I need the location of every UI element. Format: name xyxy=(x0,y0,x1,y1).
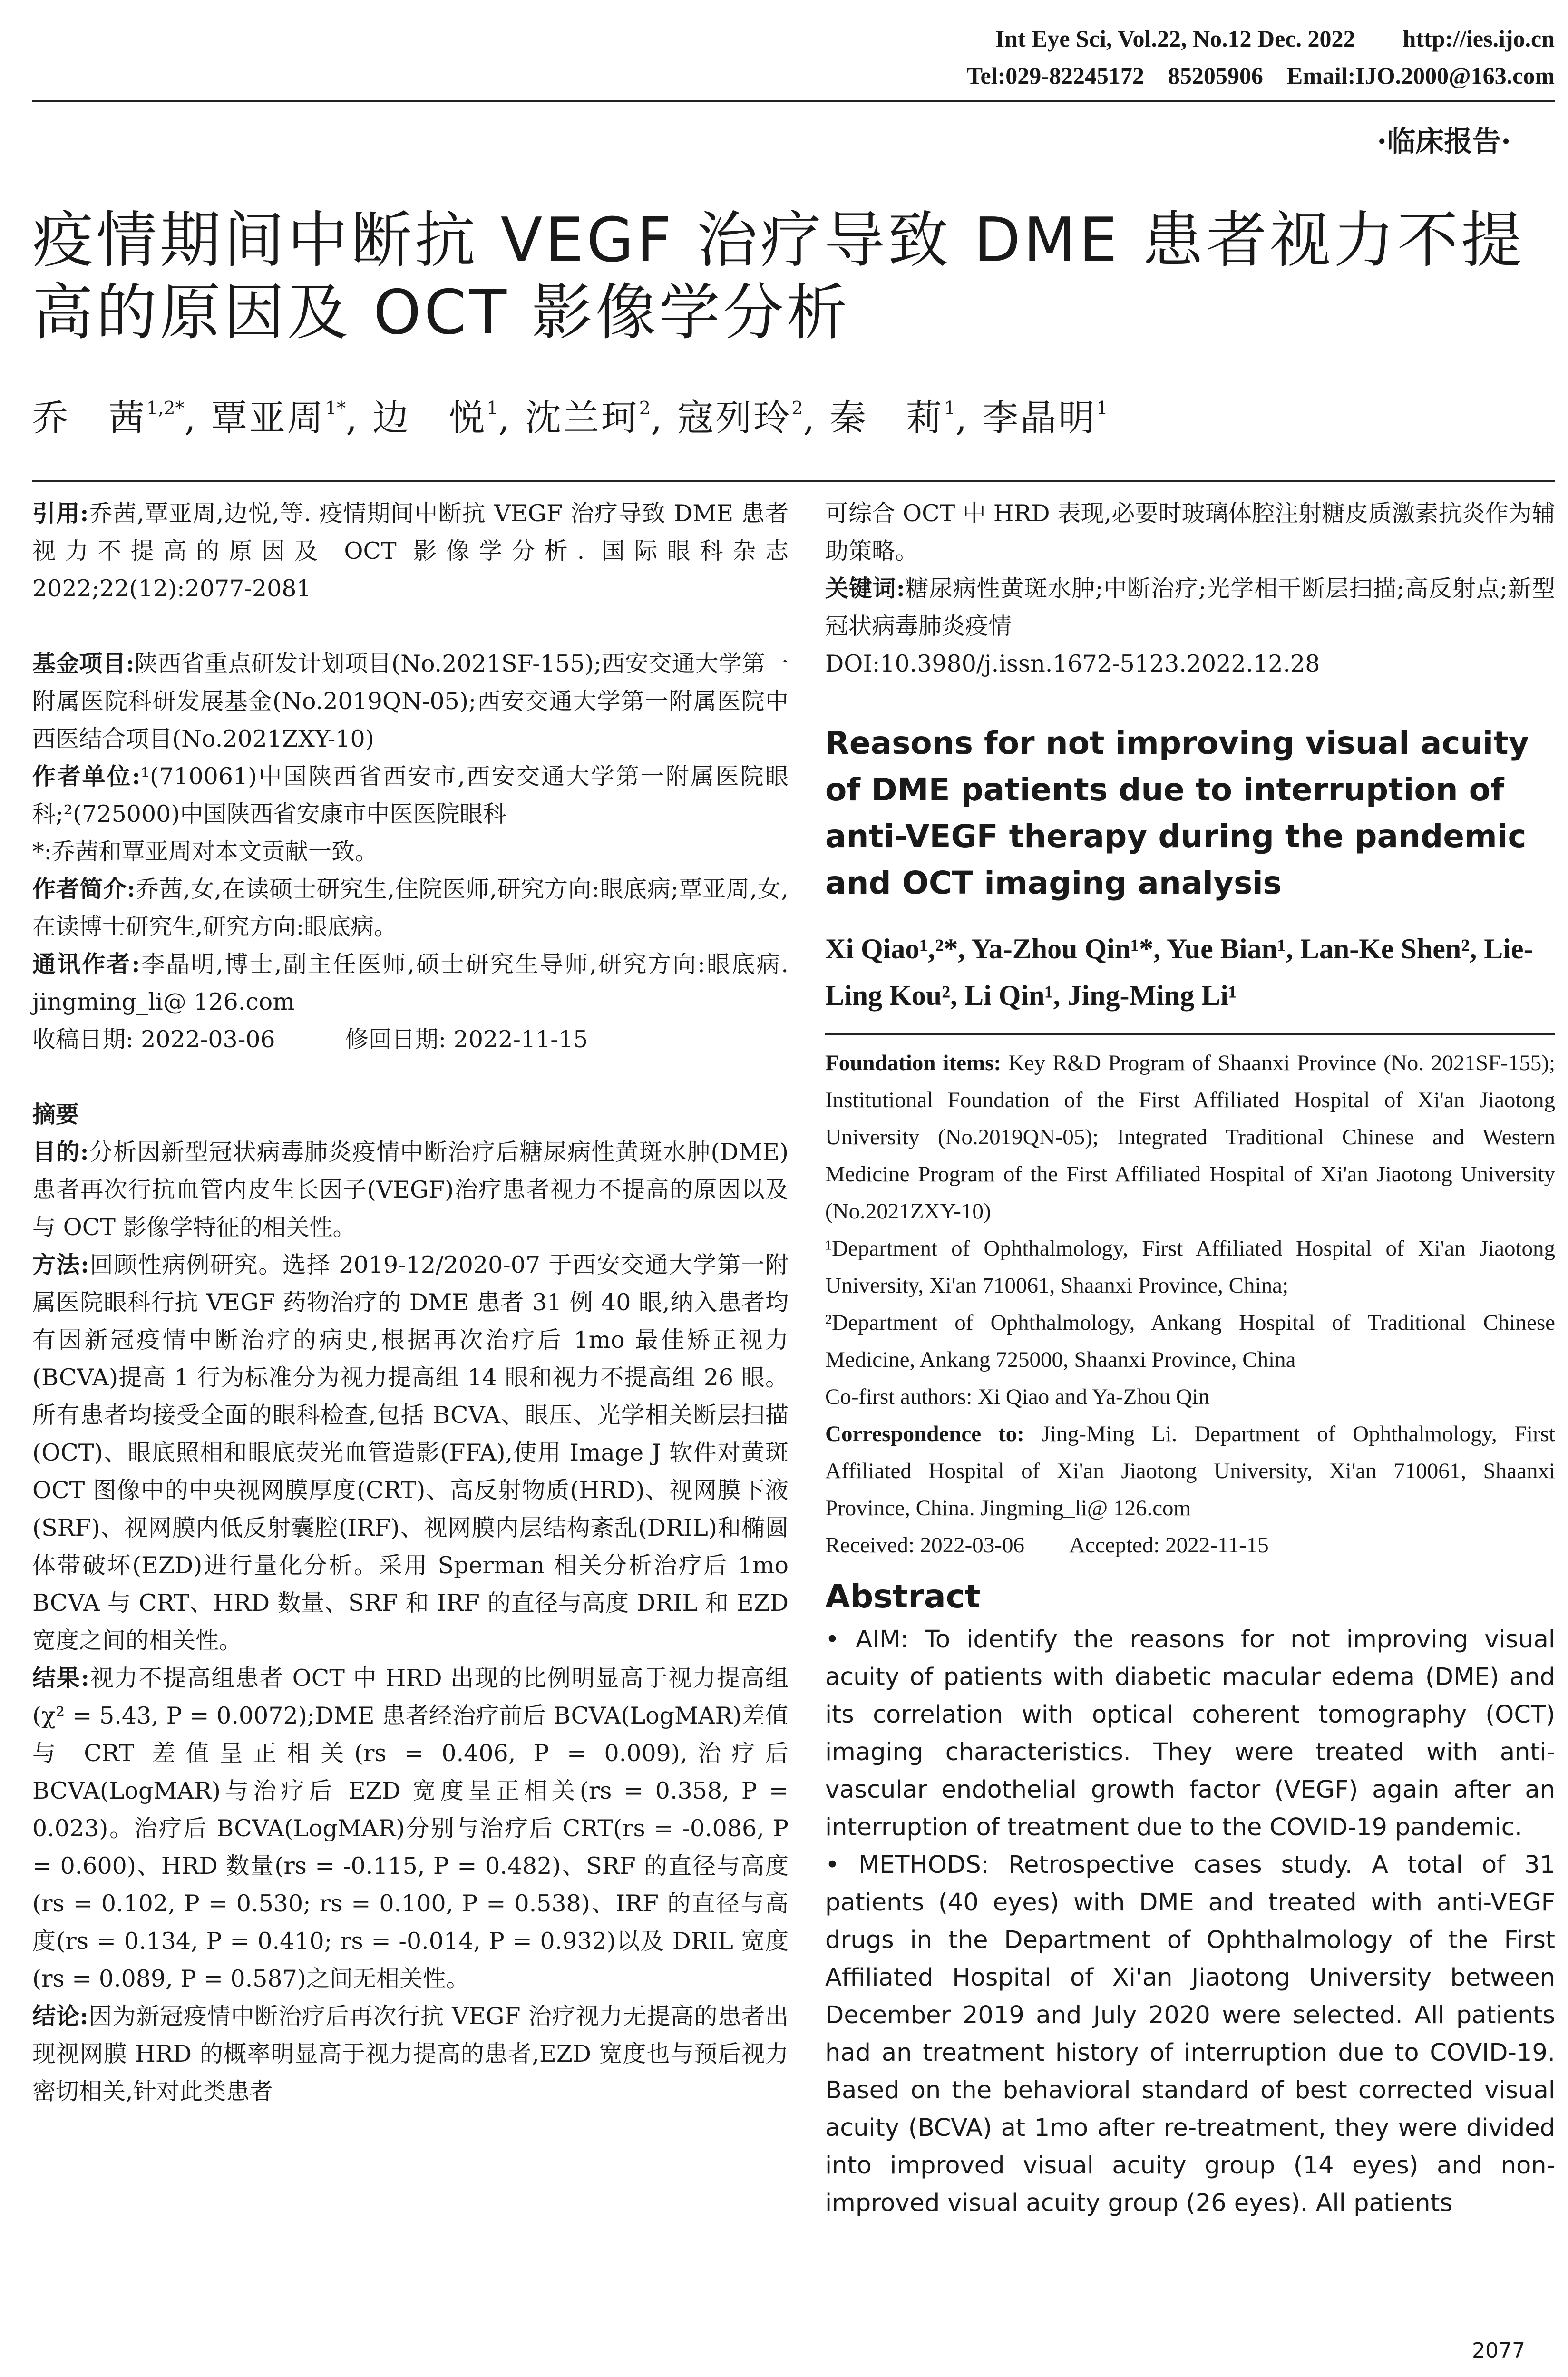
author-affil-sup: 2 xyxy=(639,398,651,419)
bio-label: 作者简介: xyxy=(32,875,136,903)
corresponding-author xyxy=(32,945,789,1021)
citation xyxy=(32,495,789,607)
abstract-heading: 摘要 xyxy=(32,1101,79,1128)
correspondence-text: Jing-Ming Li. Department of Ophthalmology, First Affiliated Hospital of Xi'an Jiaotong University, Xi'an 710061, Shaanxi Province, China. Jingming_li@ 126.com xyxy=(825,1422,1555,1520)
author-affil-sup: 1* xyxy=(325,398,346,419)
corr-label: 通讯作者: xyxy=(32,950,140,978)
conclusion-text: 因为新冠疫情中断治疗后再次行抗 VEGF 治疗视力无提高的患者出现视网膜 HRD 的概率明显高于视力提高的患者,EZD 宽度也与预后视力密切相关,针对此类患者 xyxy=(32,2003,789,2105)
keywords-text: 糖尿病性黄斑水肿;中断治疗;光学相干断层扫描;高反射点;新型冠状病毒肺炎疫情 xyxy=(825,575,1555,640)
conclusion-continued: 可综合 OCT 中 HRD 表现,必要时玻璃体腔注射糖皮质激素抗炎作为辅助策略。 xyxy=(825,500,1555,565)
article-title: 疫情期间中断抗 VEGF 治疗导致 DME 患者视力不提高的原因及 OCT 影像学分析 xyxy=(32,205,1525,348)
english-title: Reasons for not improving visual acuity of DME patients due to interruption of anti-VEGF therapy during the pandemic and OCT imaging analysis xyxy=(825,725,1529,901)
english-authors: Xi Qiao¹,²*, Ya-Zhou Qin¹*, Yue Bian¹, Lan-Ke Shen², Lie-Ling Kou², Li Qin¹, Jing-Ming Li¹ xyxy=(825,933,1533,1011)
keywords xyxy=(825,570,1555,645)
journal-header-line1: Int Eye Sci, Vol.22, No.12 Dec. 2022 http://ies.ijo.cn xyxy=(995,25,1555,52)
aim-text: 分析因新型冠状病毒肺炎疫情中断治疗后糖尿病性黄斑水肿(DME)患者再次行抗血管内皮生长因子(VEGF)治疗患者视力不提高的原因以及与 OCT 影像学特征的相关性。 xyxy=(32,1139,789,1241)
affiliation-2: ²Department of Ophthalmology, Ankang Hospital of Traditional Chinese Medicine, Ankang 725000, Shaanxi Province, China xyxy=(825,1310,1555,1372)
correspondence xyxy=(825,1415,1555,1527)
corr-text: 李晶明,博士,副主任医师,硕士研究生导师,研究方向:眼底病. jingming_li@ 126.com xyxy=(32,951,789,1015)
author-affil-sup: 2 xyxy=(791,398,803,419)
journal-header-line2: Tel:029-82245172 85205906 Email:IJO.2000@163.com xyxy=(966,62,1555,89)
affiliations xyxy=(32,758,789,833)
author-list: 乔 茜$^{1,2*}$, 覃亚周$^{1*}$, 边 悦$^1$, 沈兰珂$^2$, 寇列玲$^2$, 秦 莉$^1$, 李晶明$^1$ xyxy=(32,397,1108,439)
correspondence-label: Correspondence to: xyxy=(825,1422,1024,1446)
abstract-aim xyxy=(32,1133,789,1246)
bio-text: 乔茜,女,在读硕士研究生,住院医师,研究方向:眼底病;覃亚周,女,在读博士研究生,研究方向:眼底病。 xyxy=(32,876,789,940)
abstract-methods xyxy=(32,1246,789,1659)
author-name: 乔 茜 xyxy=(32,397,146,439)
results-label: 结果: xyxy=(32,1664,89,1692)
foundation-items xyxy=(825,1044,1555,1230)
keywords-label: 关键词: xyxy=(825,575,905,602)
dates: 收稿日期: 2022-03-06 修回日期: 2022-11-15 xyxy=(32,1026,588,1053)
author-affil-sup: 1 xyxy=(487,398,498,419)
affiliation-1: ¹Department of Ophthalmology, First Affiliated Hospital of Xi'an Jiaotong University, Xi'an 710061, Shaanxi Province, China; xyxy=(825,1236,1555,1298)
foundation-label: Foundation items: xyxy=(825,1051,1002,1075)
affil-label: 作者单位: xyxy=(32,762,141,790)
abstract-conclusion xyxy=(32,1997,789,2110)
affil-text: ¹(710061)中国陕西省西安市,西安交通大学第一附属医院眼科;²(725000)中国陕西省安康市中医医院眼科 xyxy=(32,763,789,828)
doi: DOI:10.3980/j.issn.1672-5123.2022.12.28 xyxy=(825,650,1320,677)
author-name: 覃亚周 xyxy=(211,397,325,439)
english-divider xyxy=(825,1033,1555,1035)
conclusion-label: 结论: xyxy=(32,2002,88,2030)
author-affil-sup: 1 xyxy=(1096,398,1108,419)
results-text: 视力不提高组患者 OCT 中 HRD 出现的比例明显高于视力提高组(χ² = 5.43, P = 0.0072);DME 患者经治疗前后 BCVA(LogMAR)差值与 CRT 差值呈正相关(rs = 0.406, P = 0.009),治疗后 BCVA(LogMAR)与治疗后 EZD 宽度呈正相关(rs = 0.358, P = 0.023)。治疗后 BCVA(LogMAR)分别与治疗后 CRT(rs = -0.086, P = 0.600)、HRD 数量(rs = -0.115, P = 0.482)、SRF 的直径与高度(rs = 0.102, P = 0.530; rs = 0.100, P = 0.538)、IRF 的直径与高度(rs = 0.134, P = 0.410; rs = -0.014, P = 0.932)以及 DRIL 宽度(rs = 0.089, P = 0.587)之间无相关性。 xyxy=(32,1665,789,1992)
aim-label: 目的: xyxy=(32,1138,89,1166)
author-affil-sup: 1,2* xyxy=(146,398,185,419)
title-divider xyxy=(32,480,1555,482)
author-bio xyxy=(32,870,789,945)
english-abstract-aim: • AIM: To identify the reasons for not improving visual acuity of patients with diabetic macular edema (DME) and its correlation with optical coherent tomography (OCT) imaging characteristics. They were treated with anti-vascular endothelial growth factor (VEGF) again after an interruption of treatment due to the COVID-19 pandemic. xyxy=(825,1626,1555,1841)
abstract-results xyxy=(32,1659,789,1997)
methods-text: 回顾性病例研究。选择 2019-12/2020-07 于西安交通大学第一附属医院眼科行抗 VEGF 药物治疗的 DME 患者 31 例 40 眼,纳入患者均有因新冠疫情中断治疗的病史,根据再次治疗后 1mo 最佳矫正视力(BCVA)提高 1 行为标准分为视力提高组 14 眼和视力不提高组 26 眼。所有患者均接受全面的眼科检查,包括 BCVA、眼压、光学相关断层扫描(OCT)、眼底照相和眼底荧光血管造影(FFA),使用 Image J 软件对黄斑 OCT 图像中的中央视网膜厚度(CRT)、高反射物质(HRD)、视网膜下液(SRF)、视网膜内低反射囊腔(IRF)、视网膜内层结构紊乱(DRIL)和椭圆体带破坏(EZD)进行量化分析。采用 Sperman 相关分析治疗后 1mo BCVA 与 CRT、HRD 数量、SRF 和 IRF 的直径与高度 DRIL 和 EZD 宽度之间的相关性。 xyxy=(32,1251,789,1654)
cofirst-note: *:乔茜和覃亚周对本文贡献一致。 xyxy=(32,838,379,865)
author-affil-sup: 1 xyxy=(944,398,956,419)
fund-text: 陕西省重点研发计划项目(No.2021SF-155);西安交通大学第一附属医院科研发展基金(No.2019QN-05);西安交通大学第一附属医院中西医结合项目(No.2021ZXY-10) xyxy=(32,650,789,752)
citation-text: 乔茜,覃亚周,边悦,等. 疫情期间中断抗 VEGF 治疗导致 DME 患者视力不提高的原因及 OCT 影像学分析. 国际眼科杂志 2022;22(12):2077-2081 xyxy=(32,500,789,602)
english-abstract-heading: Abstract xyxy=(825,1578,981,1616)
fund-items xyxy=(32,645,789,758)
author-name: 沈兰珂 xyxy=(525,397,639,439)
section-tag: ·临床报告· xyxy=(1377,125,1511,158)
received-accepted: Received: 2022-03-06 Accepted: 2022-11-15 xyxy=(825,1533,1269,1558)
fund-label: 基金项目: xyxy=(32,650,135,677)
citation-label: 引用: xyxy=(32,499,89,527)
page-number: 2077 xyxy=(1472,2338,1525,2363)
right-column xyxy=(825,495,1555,2222)
foundation-text: Key R&D Program of Shaanxi Province (No. 2021SF-155); Institutional Foundation of the First Affiliated Hospital of Xi'an Jiaotong University (No.2019QN-05); Integrated Traditional Chinese and Western Medicine Program of the First Affiliated Hospital of Xi'an Jiaotong University (No.2021ZXY-10) xyxy=(825,1051,1556,1224)
english-abstract-methods: • METHODS: Retrospective cases study. A total of 31 patients (40 eyes) with DME and treated with anti-VEGF drugs in the Department of Ophthalmology of the First Affiliated Hospital of Xi'an Jiaotong University between December 2019 and July 2020 were selected. All patients had an treatment history of interruption due to COVID-19. Based on the behavioral standard of best corrected visual acuity (BCVA) at 1mo after re-treatment, they were divided into improved visual acuity group (14 eyes) and non-improved visual acuity group (26 eyes). All patients xyxy=(825,1851,1555,2217)
co-first-authors: Co-first authors: Xi Qiao and Ya-Zhou Qin xyxy=(825,1384,1210,1409)
methods-label: 方法: xyxy=(32,1251,89,1278)
author-name: 寇列玲 xyxy=(677,397,792,439)
author-name: 李晶明 xyxy=(982,397,1097,439)
left-column xyxy=(32,495,789,2110)
author-name: 秦 莉 xyxy=(829,397,944,439)
header-divider xyxy=(32,100,1555,102)
author-name: 边 悦 xyxy=(372,397,487,439)
